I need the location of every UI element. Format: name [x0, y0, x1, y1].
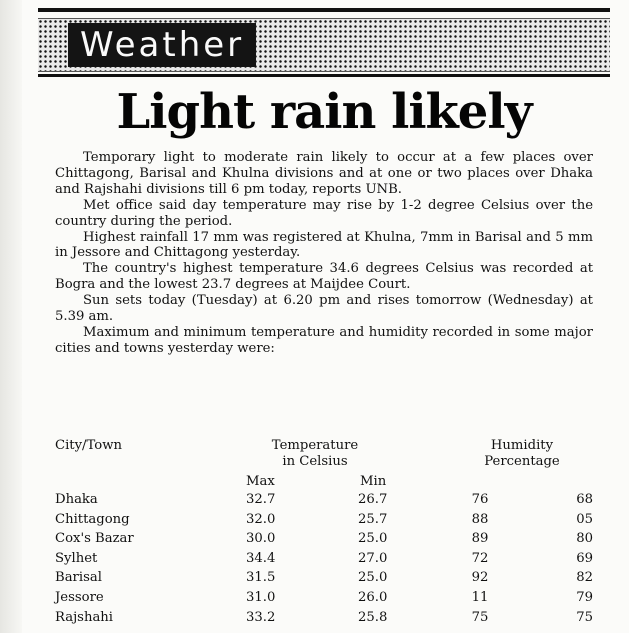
- paragraph: Temporary light to moderate rain likely to occur at a few places over Chittagong, Barisal and Khulna divisions and at one or two places over Dhaka and Rajshahi divisions till 6 pm today, reports UNB.: [55, 150, 593, 197]
- temperature-header: [250, 438, 380, 470]
- paper-edge: [0, 0, 22, 633]
- min-cell: 26.7: [358, 492, 388, 507]
- humidity-cell-2: 79: [576, 589, 593, 605]
- max-cell: 31.0: [246, 589, 276, 605]
- max-cell: 33.2: [246, 609, 276, 625]
- humidity-cell-1: 88: [471, 511, 489, 527]
- temperature-header-line1: Temperature: [271, 438, 359, 453]
- city-cell: Rajshahi: [55, 609, 114, 625]
- city-cell: Chittagong: [55, 511, 130, 527]
- city-cell: Barisal: [55, 570, 102, 586]
- max-column-header: Max: [246, 474, 275, 489]
- humidity-cell-1: 72: [471, 550, 489, 566]
- table-row: [55, 529, 600, 549]
- paragraph: Maximum and minimum temperature and humidity recorded in some major cities and towns yesterday were:: [55, 324, 593, 356]
- humidity-cell-2: 80: [576, 531, 593, 547]
- humidity-cell-2: 82: [576, 570, 593, 586]
- paragraph: Sun sets today (Tuesday) at 6.20 pm and rises tomorrow (Wednesday) at 5.39 am.: [55, 293, 593, 325]
- min-cell: 25.7: [358, 511, 388, 527]
- min-cell: 25.0: [358, 531, 388, 547]
- city-column-header: City/Town: [55, 438, 122, 453]
- min-cell: 25.8: [358, 609, 388, 625]
- table-row: [55, 588, 600, 608]
- city-cell: Sylhet: [55, 550, 98, 566]
- min-column-header: Min: [360, 474, 387, 489]
- weather-table: [55, 490, 600, 627]
- humidity-cell-1: 76: [471, 492, 489, 507]
- top-rule: [38, 8, 610, 12]
- section-label: Weather: [68, 23, 256, 67]
- section-banner: [38, 18, 610, 72]
- table-row: [55, 608, 600, 628]
- paragraph: Highest rainfall 17 mm was registered at Khulna, 7mm in Barisal and 5 mm in Jessore and Chittagong yesterday.: [55, 229, 593, 261]
- table-row: [55, 568, 600, 588]
- city-cell: Dhaka: [55, 492, 98, 507]
- banner-rule: [38, 74, 610, 77]
- max-cell: 32.7: [246, 492, 276, 507]
- humidity-header-line1: Humidity: [490, 438, 554, 453]
- headline: Light rain likely: [116, 84, 532, 140]
- min-cell: 26.0: [358, 589, 388, 605]
- city-cell: Cox's Bazar: [55, 531, 134, 547]
- table-row: [55, 490, 600, 510]
- min-cell: 27.0: [358, 550, 388, 566]
- max-cell: 34.4: [246, 550, 276, 566]
- max-cell: 31.5: [246, 570, 276, 586]
- temperature-header-line2: in Celsius: [282, 454, 348, 469]
- article-body: [55, 150, 593, 357]
- max-cell: 30.0: [246, 531, 276, 547]
- humidity-cell-2: 68: [576, 492, 593, 507]
- city-cell: Jessore: [55, 589, 104, 605]
- humidity-cell-1: 89: [471, 531, 489, 547]
- humidity-cell-2: 05: [576, 511, 593, 527]
- paragraph: The country's highest temperature 34.6 degrees Celsius was recorded at Bogra and the lowest 23.7 degrees at Maijdee Court.: [55, 261, 593, 293]
- table-row: [55, 510, 600, 530]
- humidity-header: [462, 438, 582, 470]
- paragraph: Met office said day temperature may rise by 1-2 degree Celsius over the country during the period.: [55, 197, 593, 229]
- humidity-cell-1: 75: [471, 609, 489, 625]
- humidity-cell-1: 11: [471, 589, 489, 605]
- min-cell: 25.0: [358, 570, 388, 586]
- humidity-cell-1: 92: [471, 570, 489, 586]
- max-cell: 32.0: [246, 511, 276, 527]
- humidity-cell-2: 69: [576, 550, 593, 566]
- table-row: [55, 549, 600, 569]
- humidity-header-line2: Percentage: [484, 454, 560, 469]
- humidity-cell-2: 75: [576, 609, 593, 625]
